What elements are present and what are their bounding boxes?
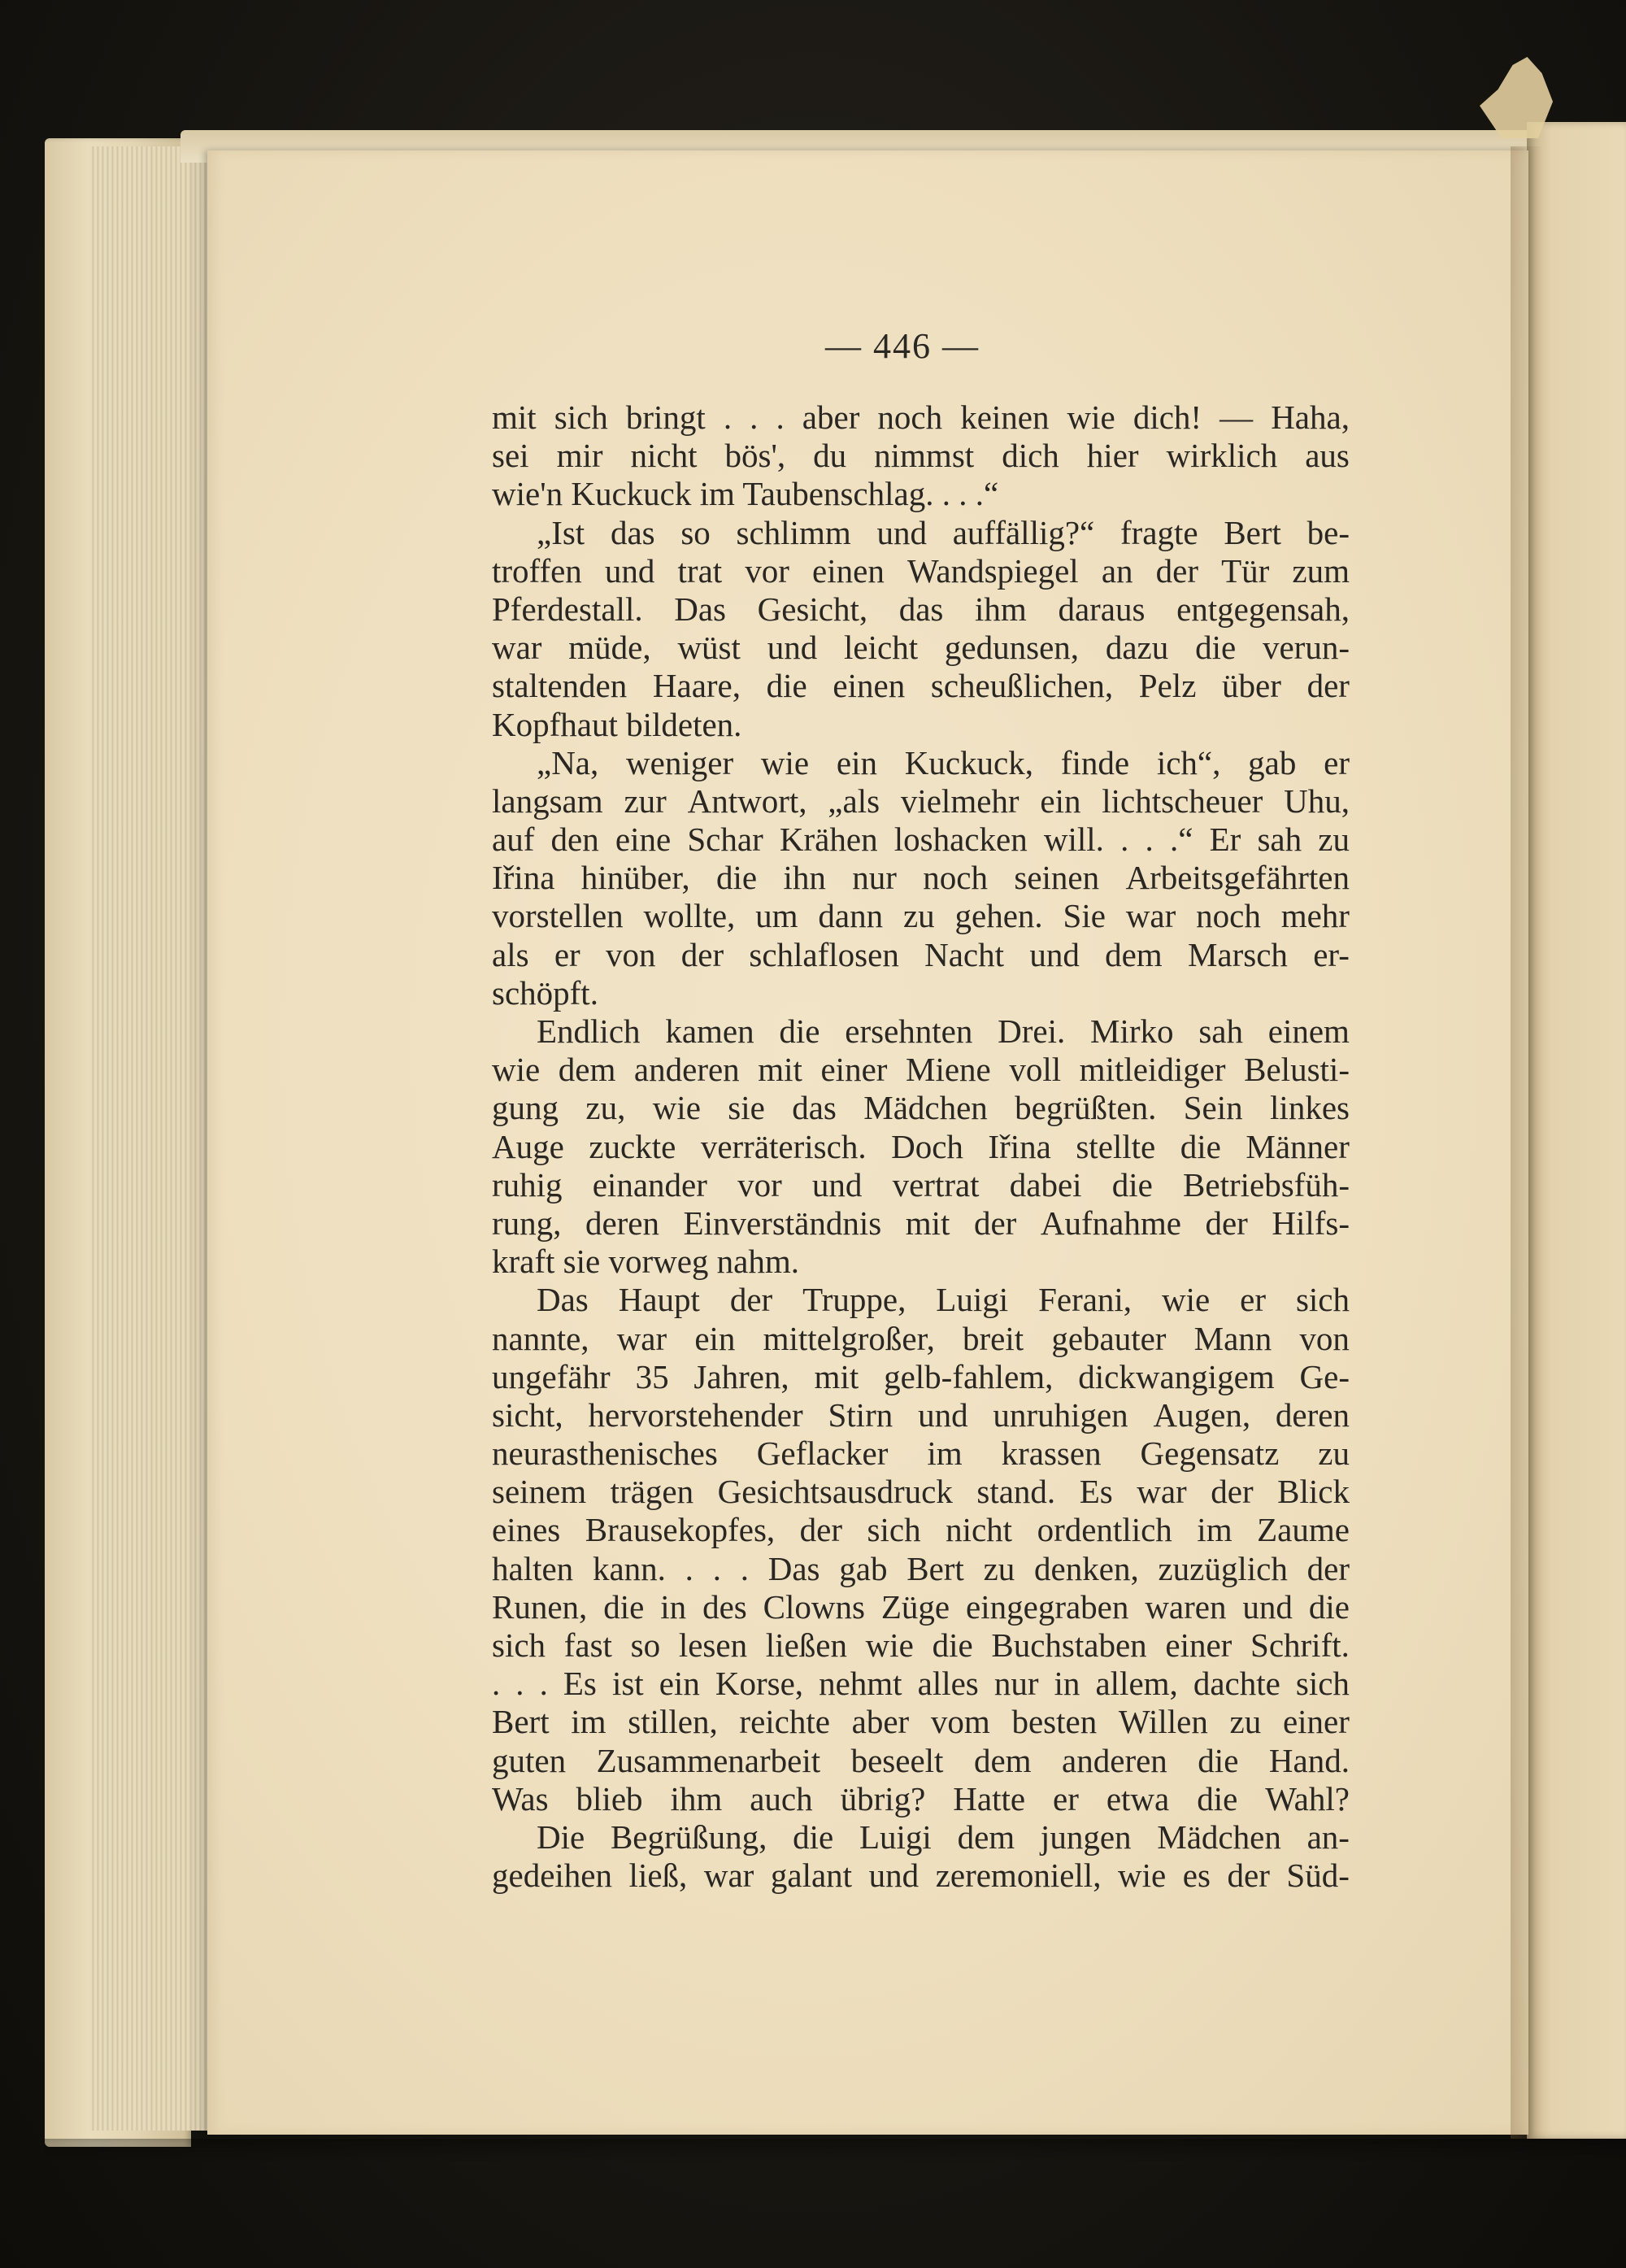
text-line: wie'n Kuckuck im Taubenschlag. . . .“ [492,475,999,513]
text-line: seinem trägen Gesichtsausdruck stand. Es war der Blick [492,1473,1350,1511]
text-line: Kopfhaut bildeten. [492,705,742,743]
text-line: Was blieb ihm auch übrig? Hatte er etwa die Wahl? [492,1779,1350,1817]
text-line: Pferdestall. Das Gesicht, das ihm daraus entgegensah, [492,590,1350,628]
text-line: nannte, war ein mittelgroßer, breit gebauter Mann von [492,1319,1350,1357]
bottom-shadow [45,2139,1626,2163]
text-line: kraft sie vorweg nahm. [492,1243,799,1281]
text-line: auf den eine Schar Krähen loshacken will. . . .“ Er sah zu [492,821,1350,859]
text-line: rung, deren Einverständnis mit der Aufnahme der Hilfs- [492,1204,1350,1242]
text-line: sei mir nicht bös', du nimmst dich hier wirklich aus [492,437,1350,475]
text-line: Bert im stillen, reichte aber vom besten Willen zu einer [492,1703,1350,1741]
text-line: troffen und trat vor einen Wandspiegel an der Tür zum [492,551,1350,590]
text-line: als er von der schlaflosen Nacht und dem Marsch er- [492,935,1350,973]
text-line: war müde, wüst und leicht gedunsen, dazu die verun- [492,629,1350,667]
text-line: Das Haupt der Truppe, Luigi Ferani, wie er sich [537,1281,1350,1319]
text-line: vorstellen wollte, um dann zu gehen. Sie war noch mehr [492,897,1350,935]
page-gutter-shadow [1511,146,1543,2139]
text-line: ungefähr 35 Jahren, mit gelb-fahlem, dickwangigem Ge- [492,1357,1350,1395]
text-line: sicht, hervorstehender Stirn und unruhigen Augen, deren [492,1395,1350,1434]
body-text [492,398,1350,1895]
torn-paper-fragment [1480,57,1553,138]
text-line: neurasthenisches Geflacker im krassen Gegensatz zu [492,1434,1350,1473]
text-line: . . . Es ist ein Korse, nehmt alles nur in allem, dachte sich [492,1665,1350,1703]
text-line: Runen, die in des Clowns Züge eingegraben waren und die [492,1587,1350,1626]
page-stack [89,146,211,2131]
text-line: wie dem anderen mit einer Miene voll mitleidiger Belusti- [492,1051,1350,1089]
text-line: ruhig einander vor und vertrat dabei die Betriebsfüh- [492,1165,1350,1204]
text-line: staltenden Haare, die einen scheußlichen, Pelz über der [492,667,1350,705]
text-line: eines Brausekopfes, der sich nicht ordentlich im Zaume [492,1511,1350,1549]
text-line: mit sich bringt . . . aber noch keinen wie dich! — Haha, [492,398,1350,436]
text-line: Endlich kamen die ersehnten Drei. Mirko sah einem [537,1012,1350,1050]
text-line: Iřina hinüber, die ihn nur noch seinen Arbeitsgefährten [492,859,1350,897]
text-line: „Ist das so schlimm und auffällig?“ fragte Bert be- [537,513,1350,551]
text-line: guten Zusammenarbeit beseelt dem anderen die Hand. [492,1741,1350,1779]
text-line: „Na, weniger wie ein Kuckuck, finde ich“, gab er [537,743,1350,781]
text-line: Die Begrüßung, die Luigi dem jungen Mädchen an- [537,1817,1350,1856]
text-line: schöpft. [492,973,598,1012]
text-line: Auge zuckte verräterisch. Doch Iřina stellte die Männer [492,1127,1350,1165]
text-line: halten kann. . . . Das gab Bert zu denken, zuzüglich der [492,1549,1350,1587]
text-line: langsam zur Antwort, „als vielmehr ein lichtscheuer Uhu, [492,781,1350,820]
text-line: gung zu, wie sie das Mädchen begrüßten. Sein linkes [492,1089,1350,1127]
text-line: gedeihen ließ, war galant und zeremoniell, wie es der Süd- [492,1857,1350,1895]
text-line: sich fast so lesen ließen wie die Buchstaben einer Schrift. [492,1626,1350,1664]
page-number: — 446 — [825,326,980,366]
